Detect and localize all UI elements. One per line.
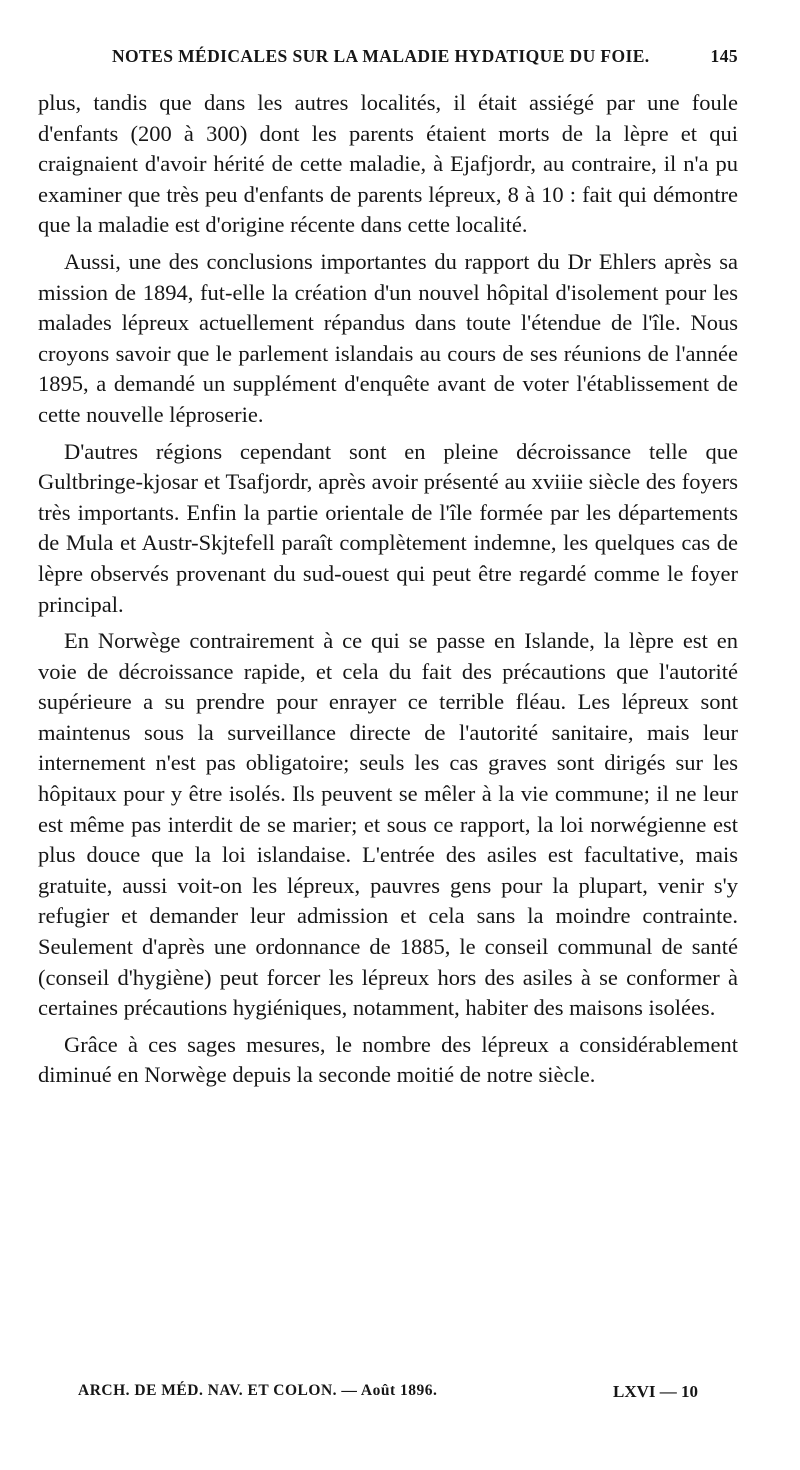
paragraph-continuation: plus, tandis que dans les autres localités, il était assiégé par une foule d'enfants (200 à 300) dont les parents étaient morts de la lèpre et qui craignaient d'avoir hérité de cette maladie, à Ejafjordr, au contraire, il n'a pu examiner que très peu d'enfants de parents lépreux, 8 à 10 : fait qui démontre que la maladie est d'origine récente dans cette localité. xyxy=(38,90,738,238)
body-text xyxy=(38,88,738,1097)
printer-signature: LXVI — 10 xyxy=(612,1382,698,1401)
paragraph-conclusion: Grâce à ces sages mesures, le nombre des lépreux a considérablement diminué en Norwège depuis la seconde moitié de notre siècle. xyxy=(38,1031,738,1088)
page-header xyxy=(112,46,738,70)
page-number: 145 xyxy=(710,46,738,66)
journal-reference: ARCH. DE MÉD. NAV. ET COLON. — Août 1896. xyxy=(78,1382,438,1399)
paragraph-ehlers-conclusions: Aussi, une des conclusions importantes du rapport du Dr Ehlers après sa mission de 1894, fut-elle la création d'un nouvel hôpital d'isolement pour les malades lépreux actuellement répandus dans toute l'étendue de l'île. Nous croyons savoir que le parlement islandais au cours de ses réunions de l'année 1895, a demandé un supplément d'enquête avant de voter l'établissement de cette nouvelle léproserie. xyxy=(38,248,738,427)
running-title: NOTES MÉDICALES SUR LA MALADIE HYDATIQUE DU FOIE. xyxy=(112,46,650,66)
page-footer xyxy=(78,1382,698,1406)
paragraph-regions-decline: D'autres régions cependant sont en pleine décroissance telle que Gultbringe-kjosar et Tsafjordr, après avoir présenté au xviiie siècle des foyers très importants. Enfin la partie orientale de l'île formée par les départements de Mula et Austr-Skjtefell paraît complètement indemne, les quelques cas de lèpre observés provenant du sud-ouest qui peut être regardé comme le foyer principal. xyxy=(38,438,738,617)
paragraph-norway: En Norwège contrairement à ce qui se passe en Islande, la lèpre est en voie de décroissance rapide, et cela du fait des précautions que l'autorité supérieure a su prendre pour enrayer ce terrible fléau. Les lépreux sont maintenus sous la surveillance directe de l'autorité sanitaire, mais leur internement n'est pas obligatoire; seuls les cas graves sont dirigés sur les hôpitaux pour y être isolés. Ils peuvent se mêler à la vie commune; il ne leur est même pas interdit de se marier; et sous ce rapport, la loi norwégienne est plus douce que la loi islandaise. L'entrée des asiles est facultative, mais gratuite, aussi voit-on les lépreux, pauvres gens pour la plupart, venir s'y refugier et demander leur admission et cela sans la moindre contrainte. Seulement d'après une ordonnance de 1885, le conseil communal de santé (conseil d'hygiène) peut forcer les lépreux hors des asiles à se conformer à certaines précautions hygiéniques, notamment, habiter des maisons isolées. xyxy=(38,628,738,1021)
